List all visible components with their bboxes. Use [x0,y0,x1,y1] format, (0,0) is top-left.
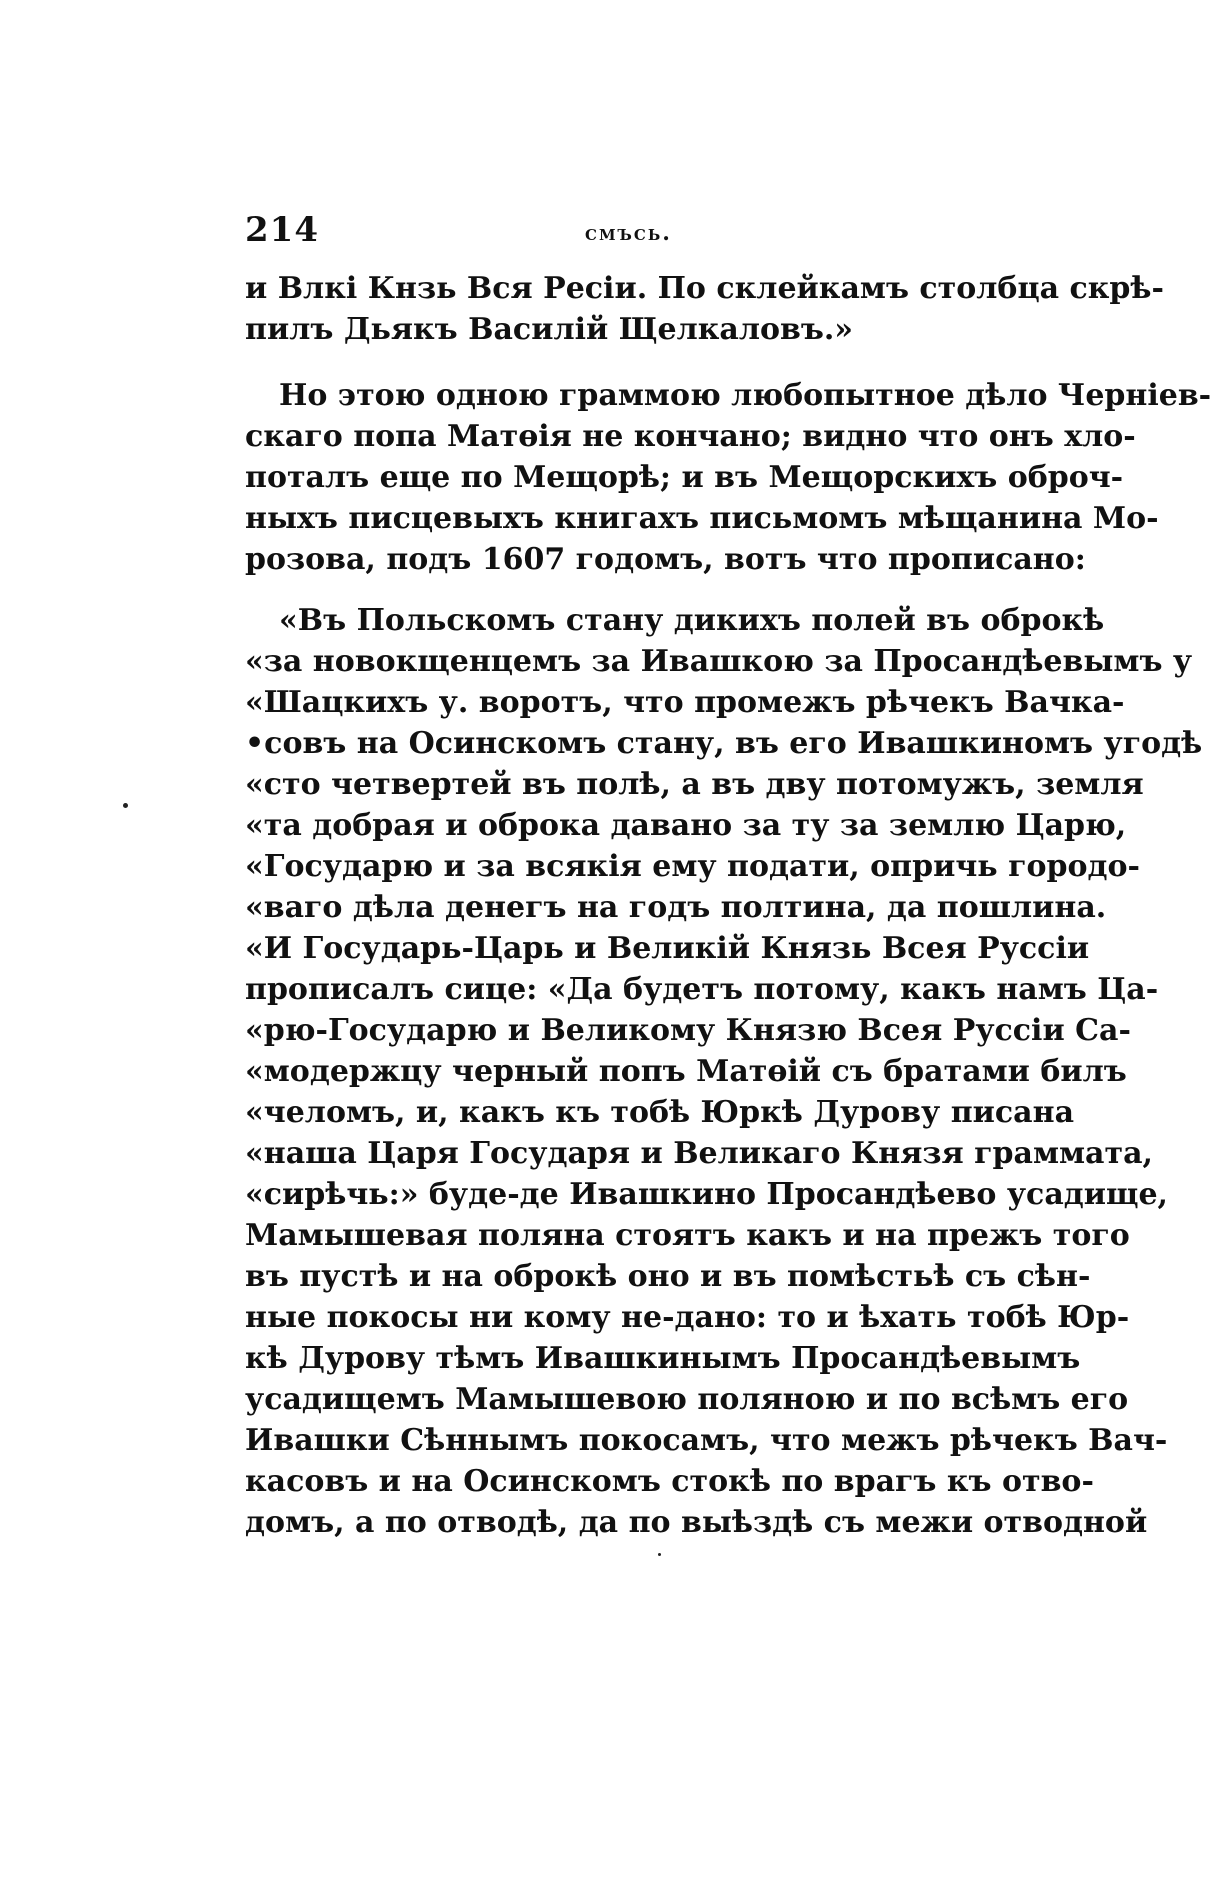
text-line: прописалъ сице: «Да будетъ потому, какъ намъ Ца- [245,972,1159,1007]
text-line: усадищемъ Мамышевою поляною и по всѣмъ его [245,1382,1129,1417]
text-line: ные покосы ни кому не-дано: то и ѣхать тобѣ Юр- [245,1300,1130,1335]
running-head: смъсь. [585,220,672,246]
margin-speck-dot [123,803,128,808]
text-line: въ пустѣ и на оброкѣ оно и въ помѣстьѣ съ сѣн- [245,1259,1091,1294]
text-line: «Государю и за всякія ему подати, опричь городо- [245,849,1140,884]
paragraph-2 [245,375,1211,580]
text-line: «Шацкихъ у. воротъ, что промежъ рѣчекъ Вачка- [245,685,1125,720]
text-line: «челомъ, и, какъ къ тобѣ Юркѣ Дурову писана [245,1095,1075,1130]
paragraph-1 [245,268,1164,350]
text-line: поталъ еще по Мещорѣ; и въ Мещорскихъ оброч- [245,460,1124,495]
text-line: «за новокщенцемъ за Ивашкою за Просандѣевымъ у [245,644,1193,679]
text-line: «ваго дѣла денегъ на годъ полтина, да пошлина. [245,890,1107,925]
text-line: домъ, а по отводѣ, да по выѣздѣ съ межи отводной [245,1505,1148,1540]
text-line: «сто четвертей въ полѣ, а въ дву потомужъ, земля [245,767,1144,802]
text-line: «модержцу черный попъ Матөій съ братами билъ [245,1054,1127,1089]
text-line: розова, подъ 1607 годомъ, вотъ что прописано: [245,542,1086,577]
text-line: «сирѣчь:» буде-де Ивашкино Просандѣево усадище, [245,1177,1168,1212]
text-line: «наша Царя Государя и Великаго Князя граммата, [245,1136,1153,1171]
text-line: скаго попа Матөія не кончано; видно что онъ хло- [245,419,1136,454]
text-line: «та добрая и оброка давано за ту за землю Царю, [245,808,1127,843]
text-line: Но этою одною граммою любопытное дѣло Черніев- [279,378,1211,413]
page-number: 214 [245,210,319,250]
text-line: кѣ Дурову тѣмъ Ивашкинымъ Просандѣевымъ [245,1341,1081,1376]
text-line: и Влкі Кнзь Вся Ресіи. По склейкамъ столбца скрѣ- [245,271,1164,306]
bottom-speck-dot [658,1553,661,1556]
text-line: «Въ Польскомъ стану дикихъ полей въ оброкѣ [279,603,1105,638]
text-line: «И Государь-Царь и Великій Князь Всея Руссіи [245,931,1090,966]
paragraph-3 [245,600,1203,1543]
text-line: «рю-Государю и Великому Князю Всея Руссіи Са- [245,1013,1131,1048]
text-line: ныхъ писцевыхъ книгахъ письмомъ мѣщанина Мо- [245,501,1159,536]
page-header [245,210,985,250]
text-line: пилъ Дьякъ Василій Щелкаловъ.» [245,312,854,347]
text-line: Мамышевая поляна стоятъ какъ и на прежъ того [245,1218,1130,1253]
text-line: Ивашки Сѣннымъ покосамъ, что межъ рѣчекъ Вач- [245,1423,1168,1458]
text-line: касовъ и на Осинскомъ стокѣ по врагъ къ отво- [245,1464,1094,1499]
text-line: •совъ на Осинскомъ стану, въ его Ивашкиномъ угодѣ [245,726,1203,761]
